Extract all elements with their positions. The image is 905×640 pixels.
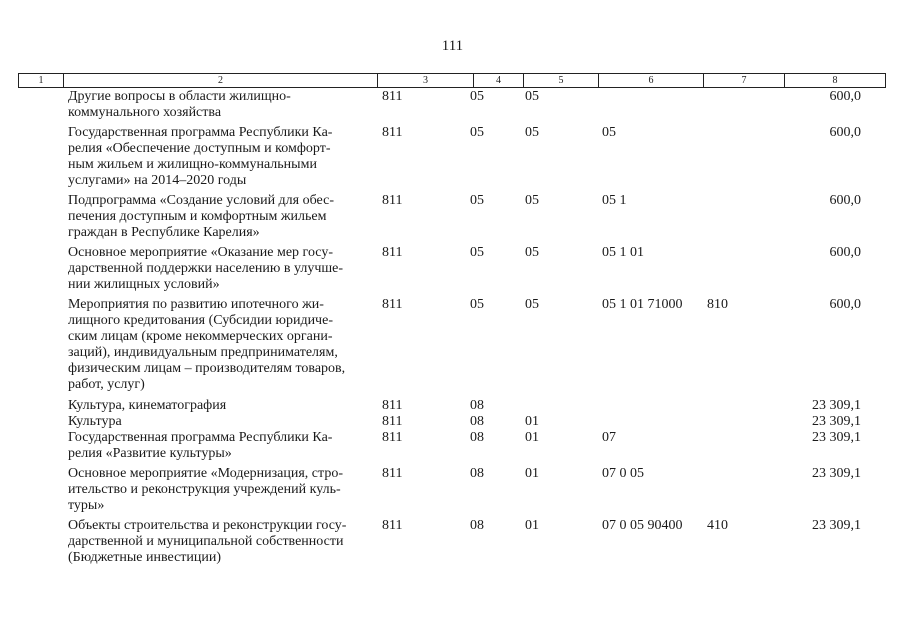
cell-col-5: 05 [525,125,539,140]
cell-col-6: 07 0 05 90400 [602,518,683,533]
cell-col-8: 600,0 [829,297,861,312]
row-name: Государственная программа Республики Ка- релия «Развитие культуры» [68,430,333,461]
cell-col-5: 01 [525,518,539,533]
cell-col-3: 811 [382,297,403,312]
table-row [0,466,905,518]
cell-col-4: 05 [470,193,484,208]
cell-col-8: 600,0 [829,245,861,260]
cell-col-6: 05 1 01 71000 [602,297,683,312]
cell-col-3: 811 [382,245,403,260]
table-row [0,245,905,297]
header-col-3: 3 [378,74,474,87]
table-row [0,125,905,193]
cell-col-3: 811 [382,125,403,140]
row-name: Объекты строительства и реконструкции госу- дарственной и муниципальной собственности (Бюджетные инвестиции) [68,518,347,565]
cell-col-4: 05 [470,125,484,140]
cell-col-3: 811 [382,466,403,481]
cell-col-4: 08 [470,518,484,533]
table-header [18,73,886,88]
cell-col-8: 600,0 [829,193,861,208]
cell-col-3: 811 [382,430,403,445]
cell-col-8: 23 309,1 [812,398,861,413]
cell-col-5: 05 [525,245,539,260]
cell-col-8: 23 309,1 [812,466,861,481]
header-col-1: 1 [19,74,64,87]
cell-col-4: 08 [470,398,484,413]
cell-col-6: 07 [602,430,616,445]
cell-col-5: 05 [525,89,539,104]
cell-col-7: 410 [707,518,728,533]
cell-col-7: 810 [707,297,728,312]
table-row [0,414,905,430]
cell-col-5: 01 [525,414,539,429]
cell-col-8: 23 309,1 [812,518,861,533]
row-name: Подпрограмма «Создание условий для обес- печения доступным и комфортным жильем граждан в Республике Карелия» [68,193,334,240]
cell-col-4: 05 [470,245,484,260]
cell-col-8: 23 309,1 [812,414,861,429]
table-row [0,398,905,414]
cell-col-5: 01 [525,466,539,481]
table-row [0,518,905,570]
cell-col-4: 05 [470,297,484,312]
cell-col-3: 811 [382,398,403,413]
row-name: Основное мероприятие «Модернизация, стро- ительство и реконструкция учреждений куль- туры» [68,466,343,513]
cell-col-8: 600,0 [829,89,861,104]
cell-col-5: 05 [525,297,539,312]
cell-col-3: 811 [382,193,403,208]
table-row [0,297,905,398]
cell-col-4: 05 [470,89,484,104]
cell-col-5: 05 [525,193,539,208]
header-col-4: 4 [474,74,524,87]
row-name: Государственная программа Республики Ка- релия «Обеспечение доступным и комфорт- ным жильем и жилищно-коммунальными услугами» на 2014–2020 годы [68,125,333,188]
table-row [0,193,905,245]
cell-col-6: 07 0 05 [602,466,644,481]
cell-col-4: 08 [470,414,484,429]
header-col-7: 7 [704,74,785,87]
cell-col-3: 811 [382,89,403,104]
row-name: Другие вопросы в области жилищно- коммунального хозяйства [68,89,291,120]
cell-col-5: 01 [525,430,539,445]
header-col-6: 6 [599,74,704,87]
row-name: Культура, кинематография [68,398,227,413]
page-number: 111 [441,38,464,54]
cell-col-4: 08 [470,430,484,445]
cell-col-8: 23 309,1 [812,430,861,445]
header-col-5: 5 [524,74,599,87]
cell-col-6: 05 [602,125,616,140]
row-name: Основное мероприятие «Оказание мер госу- дарственной поддержки населению в улучше- нии жилищных условий» [68,245,344,292]
cell-col-6: 05 1 [602,193,627,208]
row-name: Культура [68,414,122,429]
header-col-2: 2 [64,74,378,87]
table-body [0,89,905,570]
cell-col-6: 05 1 01 [602,245,644,260]
cell-col-3: 811 [382,518,403,533]
row-name: Мероприятия по развитию ипотечного жи- лищного кредитования (Субсидии юридиче- ским лицам (кроме некоммерческих органи- заций), индивидуальным предпринимателям, физическим лицам – производителям товаров, работ, услуг) [68,297,346,392]
table-row [0,430,905,466]
table-row [0,89,905,125]
cell-col-8: 600,0 [829,125,861,140]
cell-col-3: 811 [382,414,403,429]
cell-col-4: 08 [470,466,484,481]
header-col-8: 8 [832,75,838,86]
